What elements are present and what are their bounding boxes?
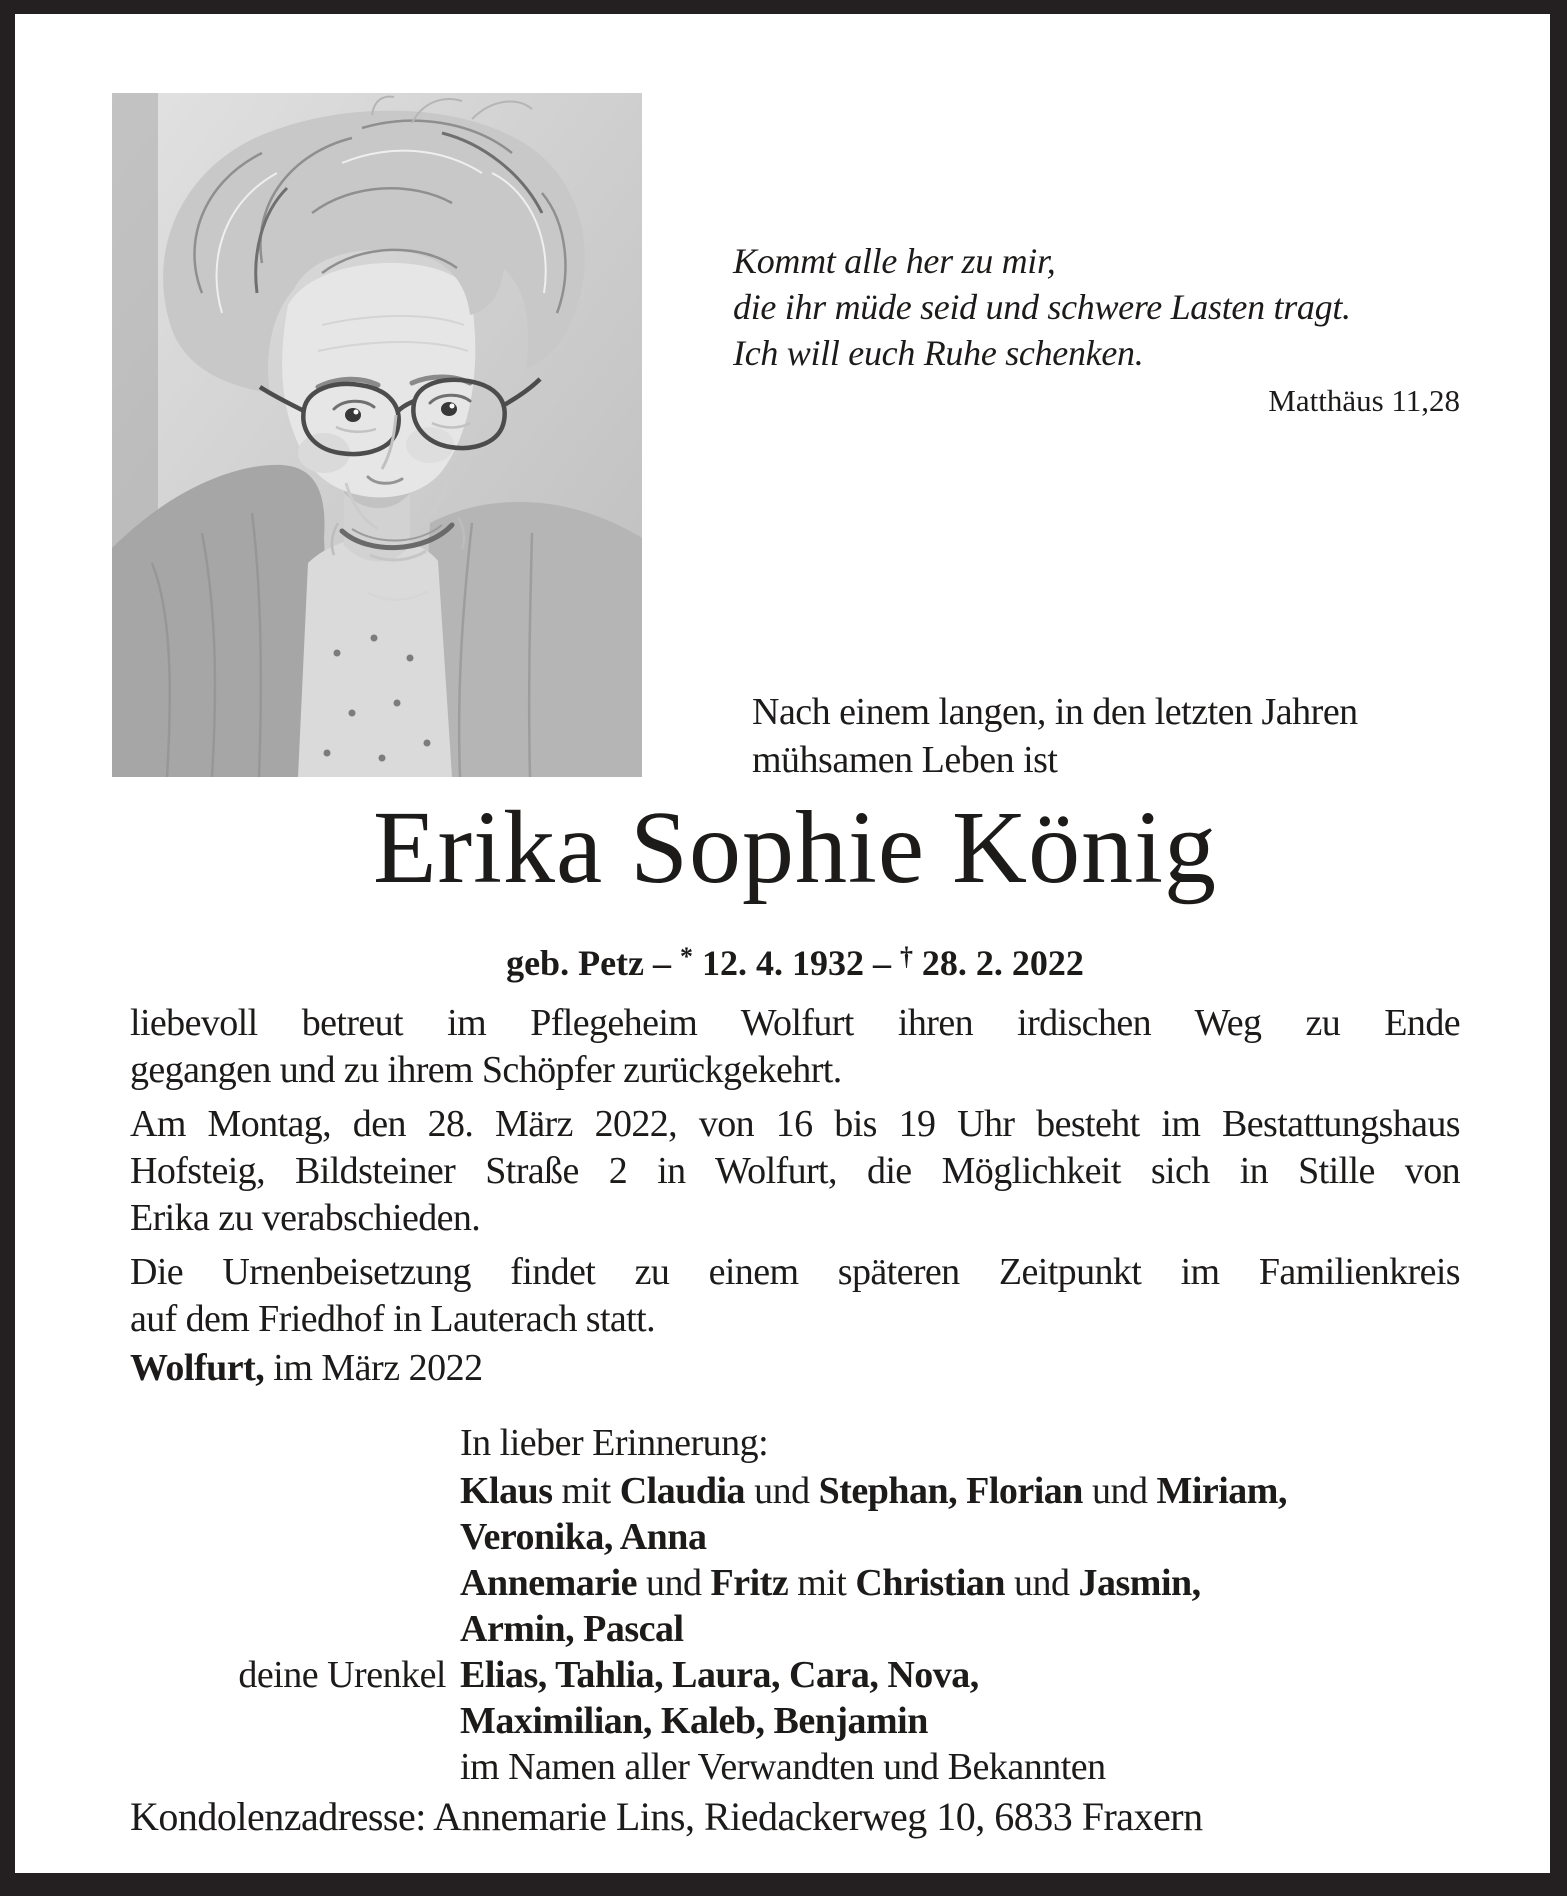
obituary-paragraph-line: gegangen und zu ihrem Schöpfer zurückgekehrt. bbox=[130, 1049, 842, 1091]
remembrance-names: Veronika, Anna bbox=[460, 1516, 707, 1558]
remembrance-line bbox=[130, 1560, 1470, 1606]
remembrance-names: Armin, Pascal bbox=[460, 1608, 684, 1650]
obituary-paragraph bbox=[130, 1101, 1460, 1242]
intro-line: mühsamen Leben ist bbox=[752, 739, 1058, 781]
remembrance-names: Elias, Tahlia, Laura, Cara, Nova, bbox=[460, 1654, 979, 1696]
remembrance-lines bbox=[130, 1468, 1470, 1790]
remembrance-block bbox=[130, 1420, 1470, 1790]
obituary-paragraph-line: auf dem Friedhof in Lauterach statt. bbox=[130, 1298, 655, 1340]
remembrance-label: deine Urenkel bbox=[238, 1654, 446, 1696]
remembrance-label bbox=[130, 1606, 460, 1652]
remembrance-label bbox=[130, 1560, 460, 1606]
quote-attribution: Matthäus 11,28 bbox=[1268, 383, 1460, 418]
intro-line: Nach einem langen, in den letzten Jahren bbox=[752, 691, 1358, 733]
remembrance-heading-row bbox=[130, 1420, 1470, 1466]
obituary-paragraph-line: Erika zu verabschieden. bbox=[130, 1197, 481, 1239]
remembrance-label bbox=[130, 1744, 460, 1790]
bible-quote-line: die ihr müde seid und schwere Lasten tragt. bbox=[733, 287, 1351, 327]
remembrance-line bbox=[130, 1744, 1470, 1790]
remembrance-heading: In lieber Erinnerung: bbox=[460, 1422, 769, 1464]
birth-death-line: geb. Petz – * 12. 4. 1932 – † 28. 2. 2022 bbox=[506, 942, 1084, 983]
remembrance-label bbox=[130, 1698, 460, 1744]
obituary-paragraph-line: Hofsteig, Bildsteiner Straße 2 in Wolfurt, die Möglichkeit sich in Stille von bbox=[130, 1150, 1460, 1192]
bible-quote-line: Ich will euch Ruhe schenken. bbox=[733, 333, 1144, 373]
remembrance-line bbox=[130, 1698, 1470, 1744]
portrait-photo-graphic bbox=[112, 93, 642, 777]
bible-quote-lines bbox=[733, 238, 1460, 376]
obituary-paragraph-line: liebevoll betreut im Pflegeheim Wolfurt ihren irdischen Weg zu Ende bbox=[130, 1002, 1460, 1044]
deceased-name: Erika Sophie König bbox=[372, 790, 1218, 905]
remembrance-label bbox=[130, 1468, 460, 1514]
bible-quote bbox=[733, 238, 1460, 420]
obituary-paragraph-line: Die Urnenbeisetzung findet zu einem späteren Zeitpunkt im Familienkreis bbox=[130, 1251, 1460, 1293]
obituary-paragraph bbox=[130, 1249, 1460, 1343]
place-date-line: Wolfurt, im März 2022 bbox=[130, 1347, 483, 1389]
remembrance-line bbox=[130, 1514, 1470, 1560]
remembrance-names: Klaus mit Claudia und Stephan, Florian und Miriam, bbox=[460, 1470, 1287, 1512]
page bbox=[15, 14, 1550, 1873]
remembrance-heading-spacer bbox=[130, 1420, 460, 1466]
remembrance-names: Annemarie und Fritz mit Christian und Jasmin, bbox=[460, 1562, 1201, 1604]
remembrance-names: im Namen aller Verwandten und Bekannten bbox=[460, 1746, 1106, 1788]
remembrance-line bbox=[130, 1468, 1470, 1514]
condolence-address-line: Kondolenzadresse: Annemarie Lins, Riedackerweg 10, 6833 Fraxern bbox=[130, 1794, 1203, 1839]
portrait-photo bbox=[112, 93, 642, 777]
obituary-paragraph bbox=[130, 1000, 1460, 1094]
bible-quote-line: Kommt alle her zu mir, bbox=[733, 241, 1056, 281]
remembrance-line bbox=[130, 1652, 1470, 1698]
remembrance-line bbox=[130, 1606, 1470, 1652]
remembrance-names: Maximilian, Kaleb, Benjamin bbox=[460, 1700, 928, 1742]
obituary-body bbox=[130, 1000, 1460, 1350]
remembrance-label bbox=[130, 1514, 460, 1560]
intro-text bbox=[752, 688, 1467, 784]
obituary-paragraph-line: Am Montag, den 28. März 2022, von 16 bis 19 Uhr besteht im Bestattungshaus bbox=[130, 1103, 1460, 1145]
